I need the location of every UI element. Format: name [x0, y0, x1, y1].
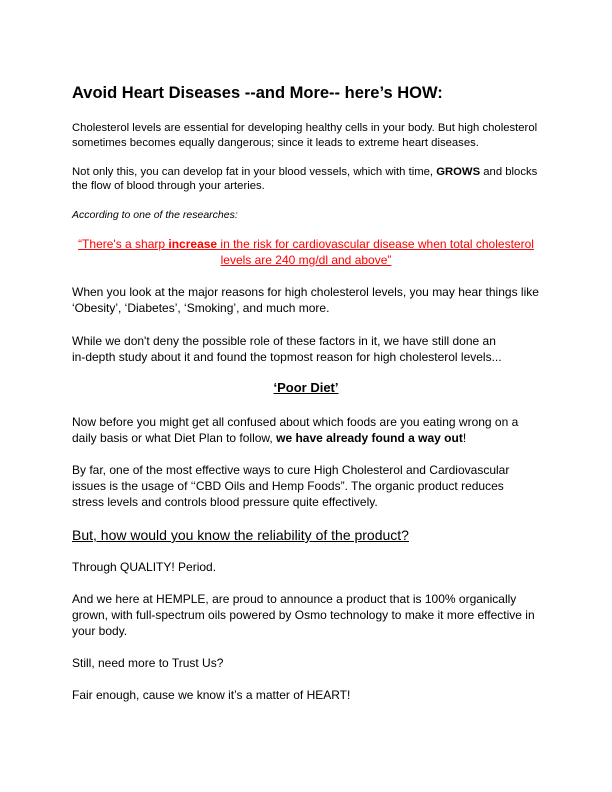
text: ! [462, 431, 467, 445]
paragraph-heart: Fair enough, cause we know it’s a matter of HEART! [72, 688, 351, 702]
text-line [72, 431, 466, 445]
text: “There's a sharp [78, 237, 169, 251]
paragraph-trust: Still, need more to Trust Us? [72, 656, 224, 670]
text: in the risk for cardiovascular disease when total cholesterol [217, 237, 534, 251]
text-line: in-depth study about it and found the topmost reason for high cholesterol levels... [72, 350, 502, 364]
reliability-heading: But, how would you know the reliability of the product? [72, 527, 409, 543]
document-title: Avoid Heart Diseases --and More-- here’s HOW: [72, 84, 443, 102]
text-line [72, 165, 537, 179]
text-line: your body. [72, 624, 128, 638]
text-line: Cholesterol levels are essential for developing healthy cells in your body. But high cholesterol [72, 122, 538, 134]
text-line: Now before you might get all confused about which foods are you eating wrong on a [72, 415, 519, 429]
text-line: stress levels and controls blood pressure quite effectively. [72, 495, 378, 509]
text-line: While we don't deny the possible role of these factors in it, we have still done an [72, 334, 496, 348]
bold-text: we have already found a way out [276, 431, 463, 445]
text-line: the flow of blood through your arteries. [72, 180, 265, 192]
text-line: When you look at the major reasons for high cholesterol levels, you may hear things like [72, 285, 539, 299]
text-line: grown, with full-spectrum oils powered by Osmo technology to make it more effective in [72, 608, 535, 622]
quote-line: levels are 240 mg/dl and above” [220, 253, 392, 267]
text: Not only this, you can develop fat in your blood vessels, which with time, [72, 166, 437, 178]
bold-text: GROWS [436, 166, 481, 178]
text-line: ‘Obesity’, ‘Diabetes’, ‘Smoking’, and much more. [72, 301, 330, 315]
text: and blocks [480, 166, 538, 178]
text-line: By far, one of the most effective ways to cure High Cholesterol and Cardiovascular [72, 463, 510, 477]
poor-diet-heading: ‘Poor Diet’ [273, 380, 339, 395]
research-intro: According to one of the researches: [72, 209, 238, 221]
bold-text: increase [168, 237, 218, 251]
paragraph-quality: Through QUALITY! Period. [72, 560, 217, 574]
text-line: And we here at HEMPLE, are proud to announce a product that is 100% organically [72, 592, 517, 606]
quote-line [0, 237, 612, 251]
text: daily basis or what Diet Plan to follow, [72, 431, 277, 445]
text-line: sometimes becomes equally dangerous; since it leads to extreme heart diseases. [72, 137, 479, 149]
text-line: issues is the usage of ‘‘CBD Oils and Hemp Foods”. The organic product reduces [72, 479, 504, 493]
